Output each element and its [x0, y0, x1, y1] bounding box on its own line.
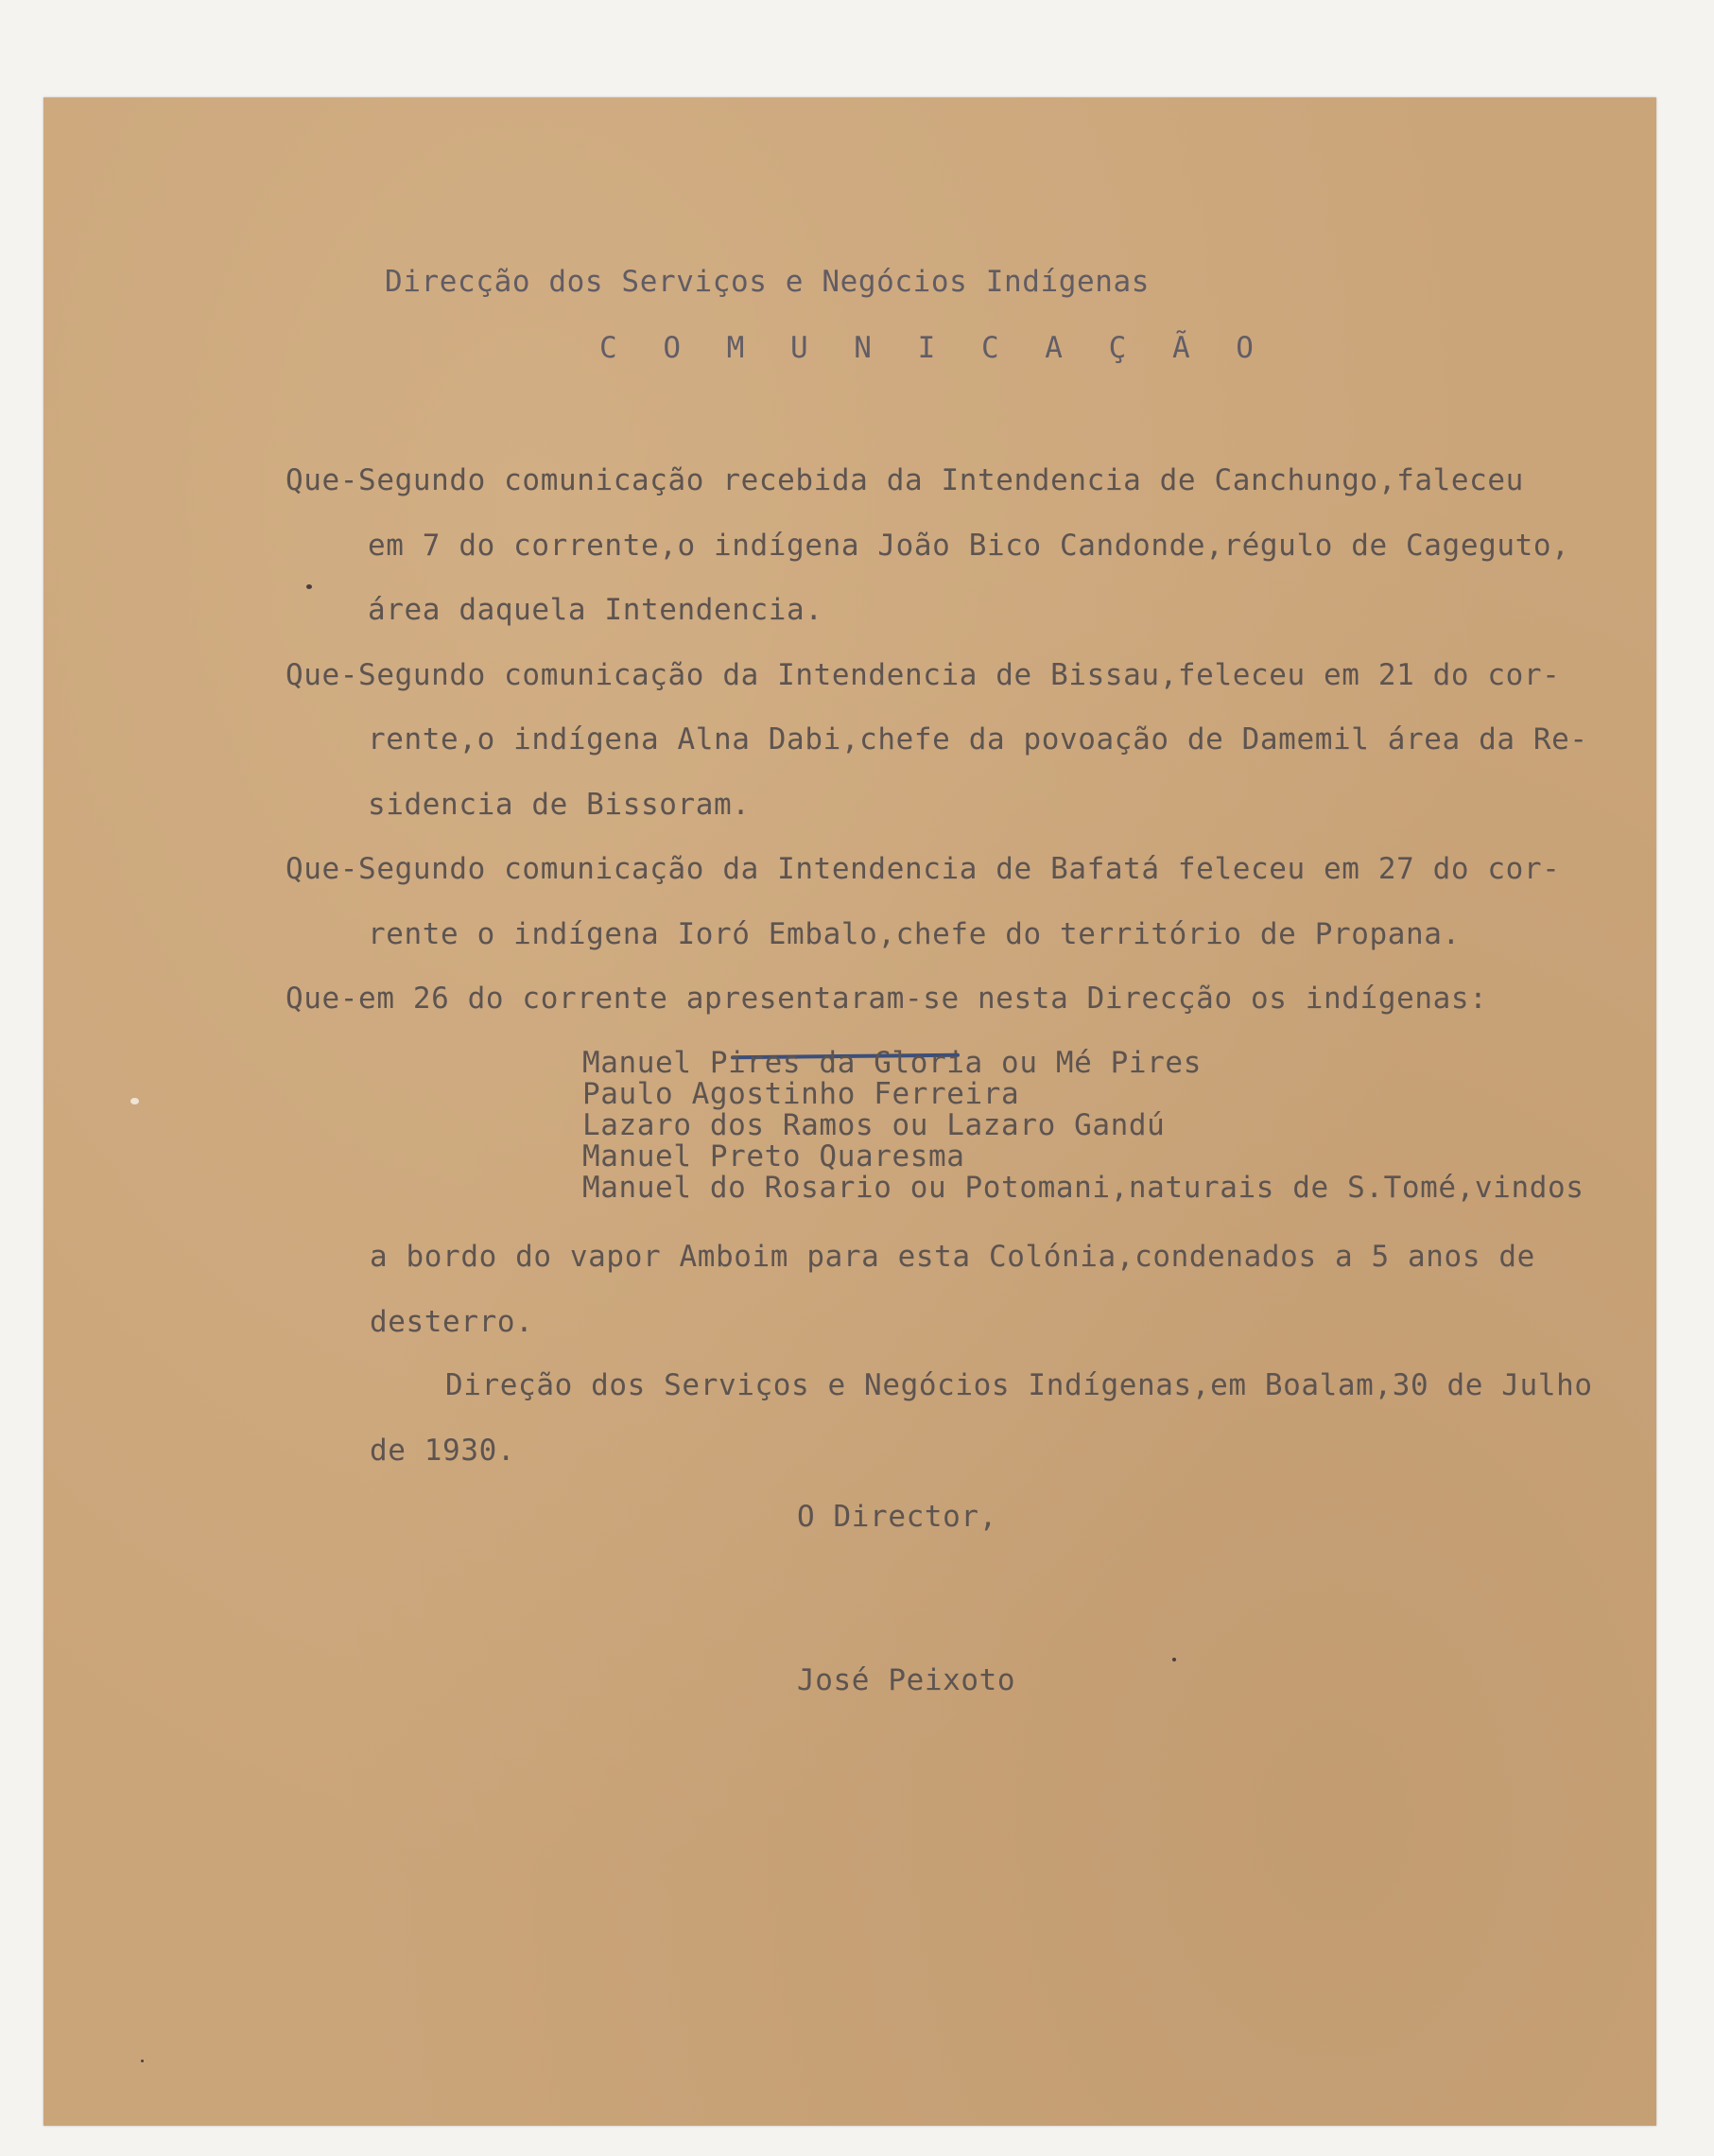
- closing-line-1: Direção dos Serviços e Negócios Indígenas,em Boalam,30 de Julho: [445, 1368, 1593, 1402]
- document-header: Direcção dos Serviços e Negócios Indígenas: [385, 265, 1151, 299]
- name-item: Paulo Agostinho Ferreira: [582, 1077, 1020, 1111]
- closing-line-2: de 1930.: [370, 1434, 516, 1468]
- continuation-line-2: desterro.: [370, 1305, 534, 1339]
- paper-speck: [130, 1098, 139, 1104]
- paragraph-2-line-2: rente,o indígena Alna Dabi,chefe da povoação de Damemil área da Re-: [368, 722, 1588, 756]
- paragraph-4-line-1: Que-em 26 do corrente apresentaram-se nesta Direcção os indígenas:: [286, 982, 1488, 1016]
- paragraph-3-line-1: Que-Segundo comunicação da Intendencia de Bafatá feleceu em 27 do cor-: [286, 852, 1561, 886]
- document-sheet: [43, 97, 1656, 2126]
- ink-speck: [1172, 1658, 1176, 1661]
- ink-speck: [141, 2060, 144, 2062]
- names-list: [582, 1048, 1584, 1204]
- signature-title: O Director,: [797, 1500, 997, 1534]
- paragraph-1-line-1: Que-Segundo comunicação recebida da Intendencia de Canchungo,faleceu: [286, 463, 1524, 497]
- name-item: Manuel Preto Quaresma: [582, 1139, 965, 1174]
- continuation-line-1: a bordo do vapor Amboim para esta Colónia,condenados a 5 anos de: [370, 1240, 1535, 1274]
- paragraph-2-line-1: Que-Segundo comunicação da Intendencia de Bissau,feleceu em 21 do cor-: [286, 658, 1561, 692]
- ink-speck: [306, 584, 312, 589]
- document-title: C O M U N I C A Ç Ã O: [599, 331, 1268, 365]
- paragraph-2-line-3: sidencia de Bissoram.: [368, 788, 751, 822]
- signature-name: José Peixoto: [797, 1663, 1016, 1697]
- paragraph-1-line-2: em 7 do corrente,o indígena João Bico Candonde,régulo de Cageguto,: [368, 529, 1570, 563]
- name-item: Manuel Pires da Gloria ou Mé Pires: [582, 1046, 1202, 1080]
- name-item: Lazaro dos Ramos ou Lazaro Gandú: [582, 1108, 1166, 1142]
- name-item: Manuel do Rosario ou Potomani,naturais de S.Tomé,vindos: [582, 1171, 1584, 1205]
- paragraph-1-line-3: área daquela Intendencia.: [368, 593, 823, 627]
- paragraph-3-line-2: rente o indígena Ioró Embalo,chefe do território de Propana.: [368, 917, 1461, 951]
